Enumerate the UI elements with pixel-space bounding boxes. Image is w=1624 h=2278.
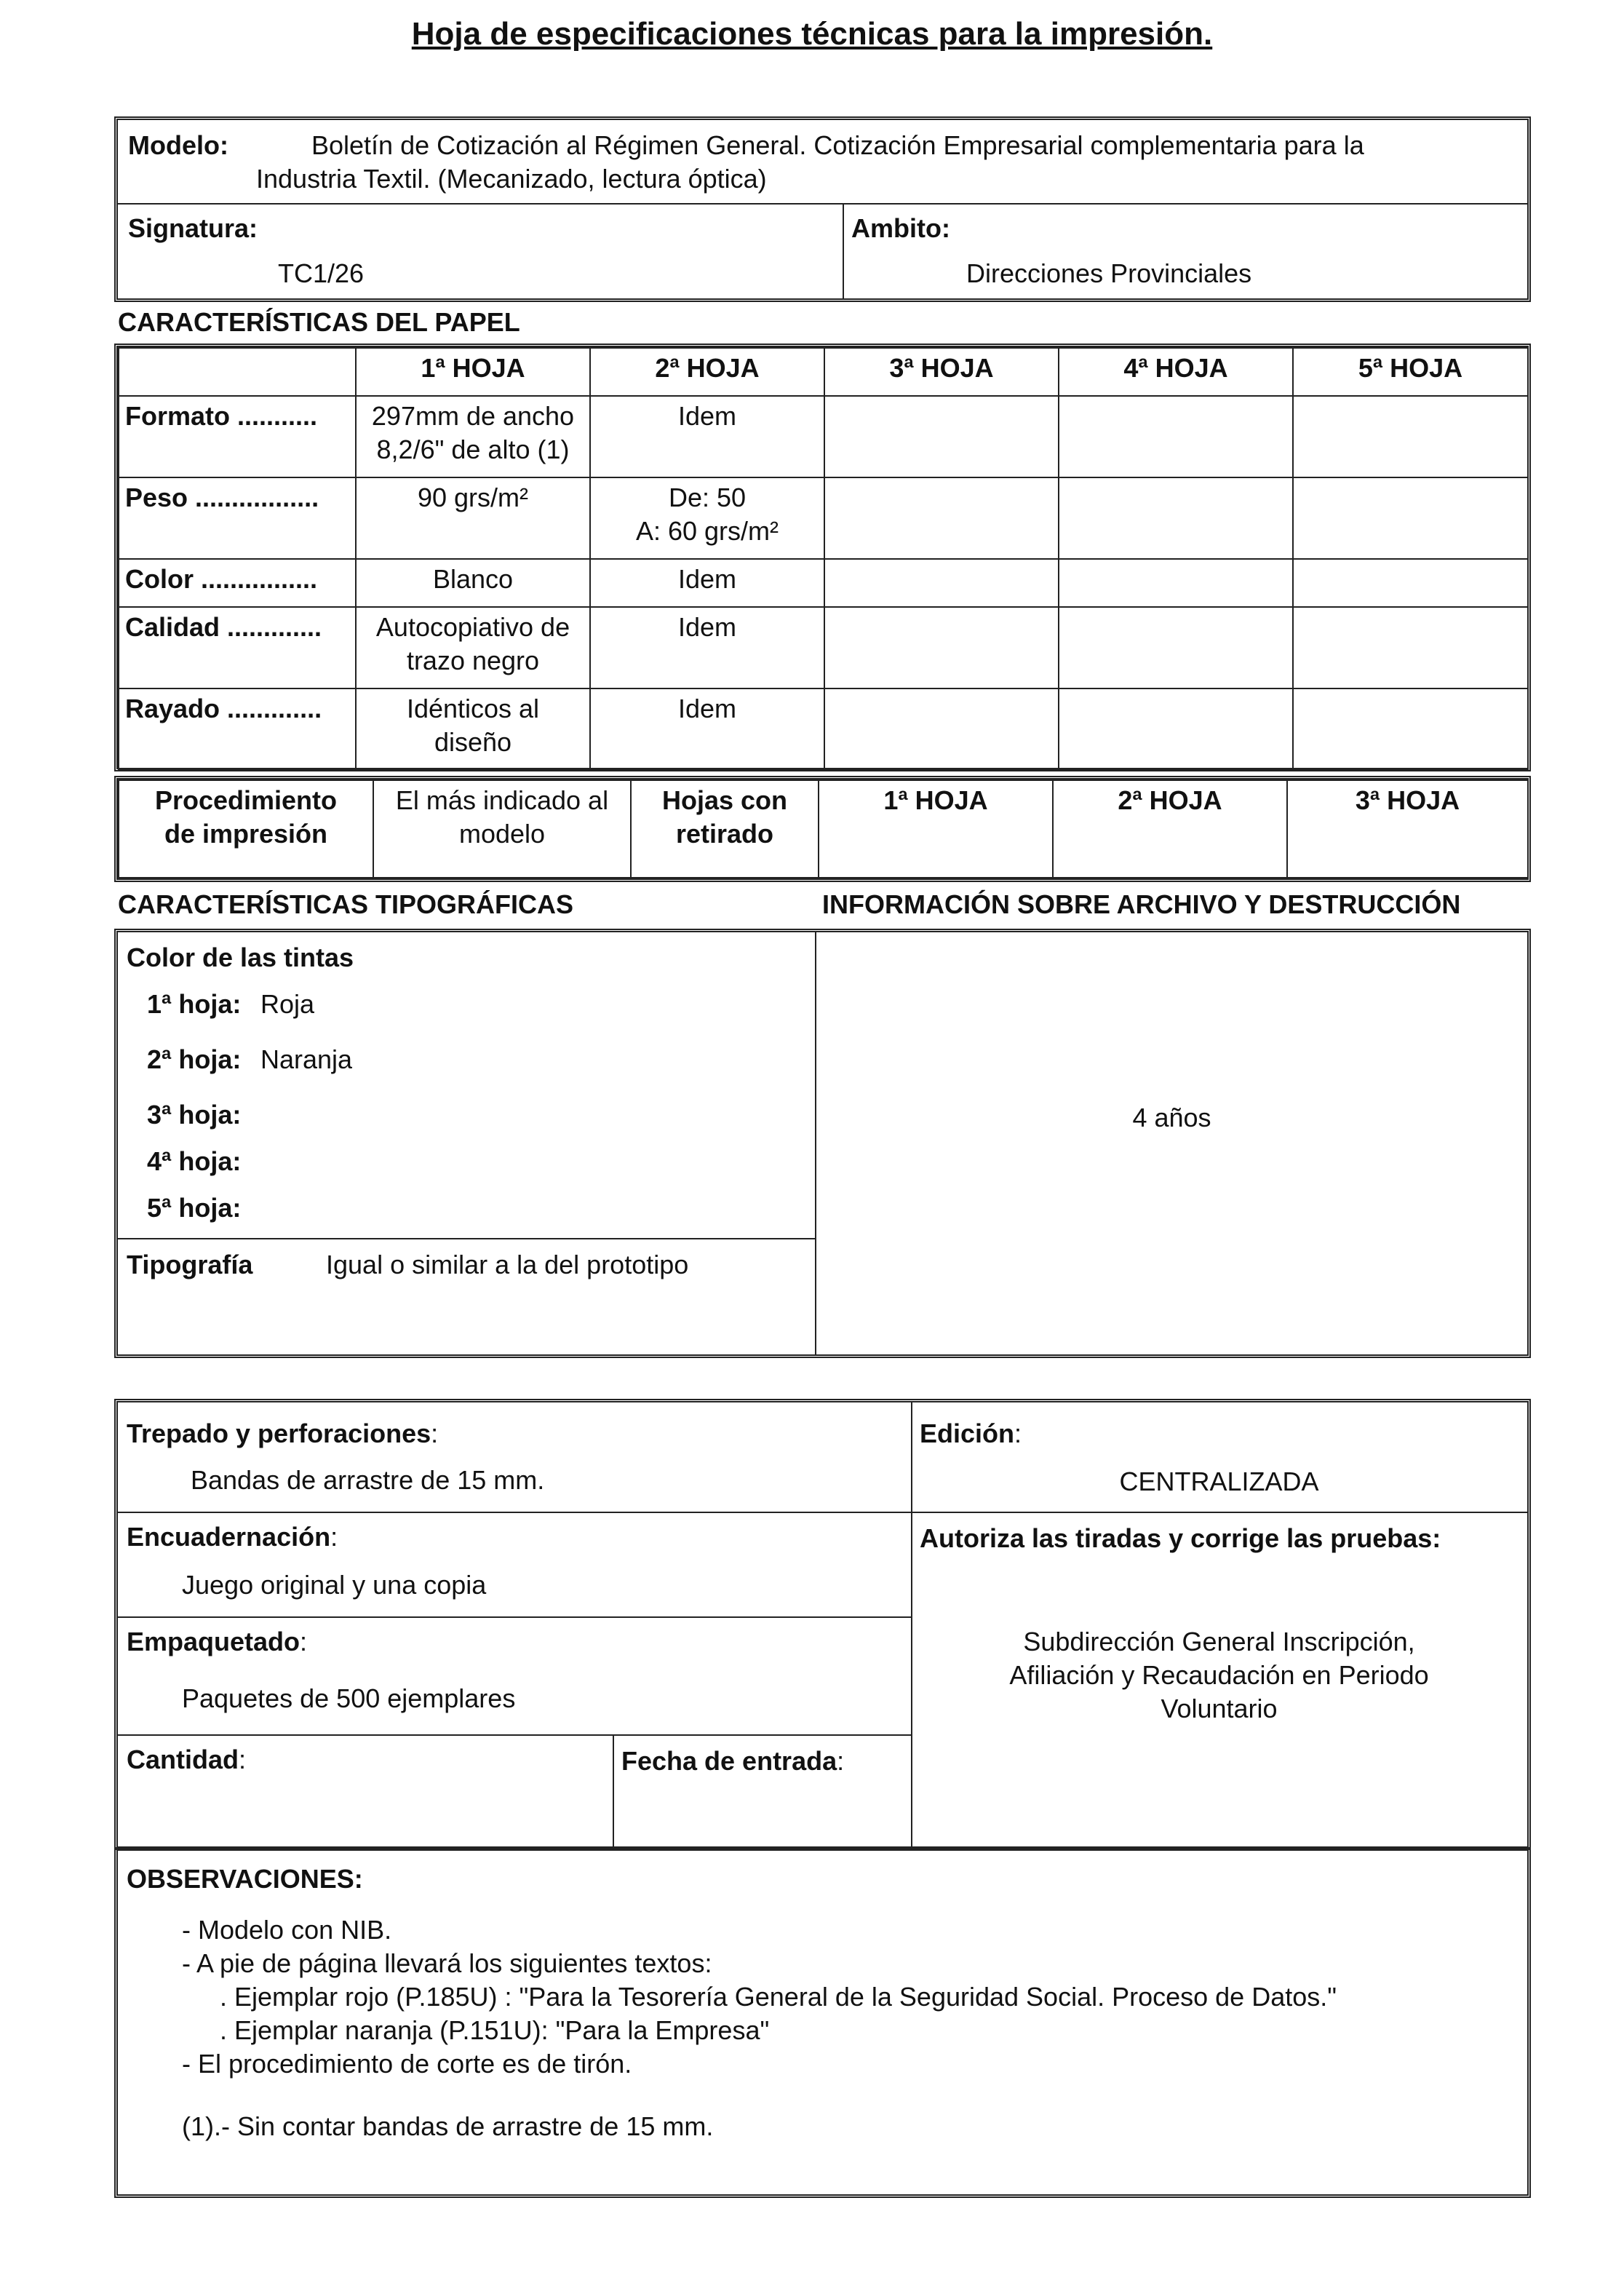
procedimiento-label xyxy=(119,780,373,878)
hoja-label: 3ª hoja: xyxy=(147,1100,242,1130)
divider xyxy=(118,203,1527,205)
row-label: Calidad ............. xyxy=(119,607,356,688)
ambito-label: Ambito: xyxy=(851,213,950,243)
archivo-section-title: INFORMACIÓN SOBRE ARCHIVO Y DESTRUCCIÓN xyxy=(822,889,1461,919)
hoja-value: Roja xyxy=(260,989,315,1019)
divider xyxy=(118,1512,1527,1513)
cell-line: De: 50 xyxy=(668,483,747,512)
header-box xyxy=(114,116,1531,302)
observacion-line: . Ejemplar naranja (P.151U): "Para la Empresa" xyxy=(220,2015,770,2045)
encuadernacion-label-line xyxy=(127,1520,338,1555)
archivo-value: 4 años xyxy=(1132,1103,1211,1132)
row-label: Formato ........... xyxy=(119,396,356,477)
cell xyxy=(824,477,1059,559)
value-line: El más indicado al xyxy=(395,785,609,815)
col-header: 3ª HOJA xyxy=(824,348,1059,396)
col-header: 1ª HOJA xyxy=(356,348,590,396)
tintas-label: Color de las tintas xyxy=(127,942,354,972)
empaquetado-colon: : xyxy=(300,1627,308,1656)
cell xyxy=(1293,607,1528,688)
cell xyxy=(590,607,824,688)
papel-section-title: CARACTERÍSTICAS DEL PAPEL xyxy=(118,307,520,337)
procedimiento-value xyxy=(373,780,631,878)
cell xyxy=(1059,559,1293,607)
divider xyxy=(843,203,844,298)
cell xyxy=(1293,396,1528,477)
autoriza-line: Subdirección General Inscripción, xyxy=(1023,1627,1415,1656)
cell-line: diseño xyxy=(434,727,512,757)
cell-line: 90 grs/m² xyxy=(417,483,529,512)
encuadernacion-label: Encuadernación xyxy=(127,1522,331,1552)
cell xyxy=(824,607,1059,688)
encuadernacion-colon: : xyxy=(330,1522,338,1552)
cell xyxy=(1059,477,1293,559)
tipografia-value: Igual o similar a la del prototipo xyxy=(326,1250,689,1279)
observacion-line: . Ejemplar rojo (P.185U) : "Para la Tesorería General de la Seguridad Social. Proceso de Datos." xyxy=(220,1982,1337,2012)
divider xyxy=(613,1734,614,1846)
hoja-label: 1ª hoja: xyxy=(147,989,242,1019)
divider xyxy=(815,932,816,1354)
retirado-label xyxy=(631,780,819,878)
trepado-value: Bandas de arrastre de 15 mm. xyxy=(191,1465,545,1495)
table-row xyxy=(119,607,1528,688)
modelo-label: Modelo: xyxy=(128,130,228,160)
observacion-line: - A pie de página llevará los siguientes textos: xyxy=(182,1948,712,1978)
trepado-label: Trepado y perforaciones xyxy=(127,1418,431,1448)
cell-line: 297mm de ancho xyxy=(371,401,575,431)
cell xyxy=(824,688,1059,770)
row-label: Peso ................. xyxy=(119,477,356,559)
hoja-value: Naranja xyxy=(260,1044,353,1074)
cell-line: Autocopiativo de xyxy=(375,612,570,642)
col-header: 1ª HOJA xyxy=(819,780,1053,878)
fecha-colon: : xyxy=(837,1746,845,1776)
cell-line: trazo negro xyxy=(406,646,540,675)
observaciones-label: OBSERVACIONES: xyxy=(127,1864,363,1894)
observaciones-box xyxy=(114,1847,1531,2198)
empaquetado-value: Paquetes de 500 ejemplares xyxy=(182,1683,516,1713)
cell xyxy=(824,396,1059,477)
procedimiento-table xyxy=(118,779,1529,878)
col-header: 4ª HOJA xyxy=(1059,348,1293,396)
observacion-line: - Modelo con NIB. xyxy=(182,1915,392,1945)
cell xyxy=(356,688,590,770)
autoriza-label: Autoriza las tiradas y corrige las pruebas: xyxy=(920,1523,1441,1553)
autoriza-line: Voluntario xyxy=(1161,1694,1278,1723)
value-line: modelo xyxy=(458,819,546,849)
label-line: Procedimiento xyxy=(154,785,338,815)
table-row xyxy=(119,477,1528,559)
hoja-label: 2ª hoja: xyxy=(147,1044,242,1074)
divider xyxy=(118,1734,911,1736)
cell xyxy=(1059,688,1293,770)
row-label: Color ................ xyxy=(119,559,356,607)
table-row xyxy=(119,688,1528,770)
signatura-value: TC1/26 xyxy=(278,258,365,288)
fecha-label-line xyxy=(621,1745,844,1779)
autoriza-line: Afiliación y Recaudación en Periodo xyxy=(1009,1660,1429,1690)
col-header: 5ª HOJA xyxy=(1293,348,1528,396)
label-line: retirado xyxy=(675,819,774,849)
encuadernacion-value: Juego original y una copia xyxy=(182,1570,487,1600)
cell-line: Blanco xyxy=(432,564,514,594)
procedimiento-box xyxy=(114,776,1531,882)
cantidad-colon: : xyxy=(239,1745,247,1774)
col-header: 2ª HOJA xyxy=(590,348,824,396)
cell xyxy=(1059,607,1293,688)
observacion-line: - El procedimiento de corte es de tirón. xyxy=(182,2049,632,2079)
cell-line: Idem xyxy=(677,401,737,431)
edicion-value: CENTRALIZADA xyxy=(1119,1467,1319,1496)
autoriza-value xyxy=(911,1625,1527,1726)
cell xyxy=(590,396,824,477)
cell xyxy=(590,477,824,559)
cell-line: Idem xyxy=(677,564,737,594)
cell xyxy=(1293,477,1528,559)
page-title: Hoja de especificaciones técnicas para la impresión. xyxy=(411,16,1213,52)
cell-line: 8,2/6" de alto (1) xyxy=(376,434,570,464)
signatura-label: Signatura: xyxy=(128,213,258,243)
cell-line: Idem xyxy=(677,612,737,642)
col-header: 3ª HOJA xyxy=(1287,780,1528,878)
cantidad-label-line xyxy=(127,1743,246,1777)
tipografia-box xyxy=(114,929,1531,1358)
edicion-label: Edición xyxy=(920,1418,1015,1448)
cell xyxy=(1293,688,1528,770)
observacion-line: (1).- Sin contar bandas de arrastre de 15 mm. xyxy=(182,2111,714,2141)
produccion-box xyxy=(114,1399,1531,1850)
fecha-label: Fecha de entrada xyxy=(621,1746,837,1776)
divider xyxy=(118,1238,815,1239)
cell xyxy=(356,559,590,607)
table-row xyxy=(119,559,1528,607)
cell xyxy=(1059,396,1293,477)
trepado-label-line xyxy=(127,1417,438,1451)
hoja-label: 4ª hoja: xyxy=(147,1146,242,1176)
cell xyxy=(356,607,590,688)
papel-table xyxy=(118,347,1529,771)
table-row xyxy=(119,396,1528,477)
cell xyxy=(356,477,590,559)
cell-line: Idénticos al xyxy=(406,694,540,723)
table-corner xyxy=(119,348,356,396)
edicion-label-line xyxy=(920,1417,1022,1451)
cell xyxy=(590,688,824,770)
hoja-label: 5ª hoja: xyxy=(147,1193,242,1223)
papel-table-box xyxy=(114,344,1531,771)
tipografia-section-title: CARACTERÍSTICAS TIPOGRÁFICAS xyxy=(118,889,574,919)
empaquetado-label-line xyxy=(127,1625,307,1659)
col-header: 2ª HOJA xyxy=(1053,780,1287,878)
cell-line: Idem xyxy=(677,694,737,723)
cell xyxy=(590,559,824,607)
row-label: Rayado ............. xyxy=(119,688,356,770)
cantidad-label: Cantidad xyxy=(127,1745,239,1774)
trepado-colon: : xyxy=(431,1418,439,1448)
divider xyxy=(118,1616,911,1618)
modelo-line-2: Industria Textil. (Mecanizado, lectura óptica) xyxy=(256,164,767,194)
edicion-colon: : xyxy=(1014,1418,1022,1448)
tipografia-label: Tipografía xyxy=(127,1250,253,1279)
cell xyxy=(824,559,1059,607)
cell xyxy=(1293,559,1528,607)
modelo-line-1: Boletín de Cotización al Régimen General. Cotización Empresarial complementaria para la xyxy=(311,130,1364,160)
empaquetado-label: Empaquetado xyxy=(127,1627,300,1656)
label-line: de impresión xyxy=(164,819,328,849)
cell xyxy=(356,396,590,477)
cell-line: A: 60 grs/m² xyxy=(635,516,779,546)
ambito-value: Direcciones Provinciales xyxy=(966,258,1252,288)
label-line: Hojas con xyxy=(661,785,788,815)
